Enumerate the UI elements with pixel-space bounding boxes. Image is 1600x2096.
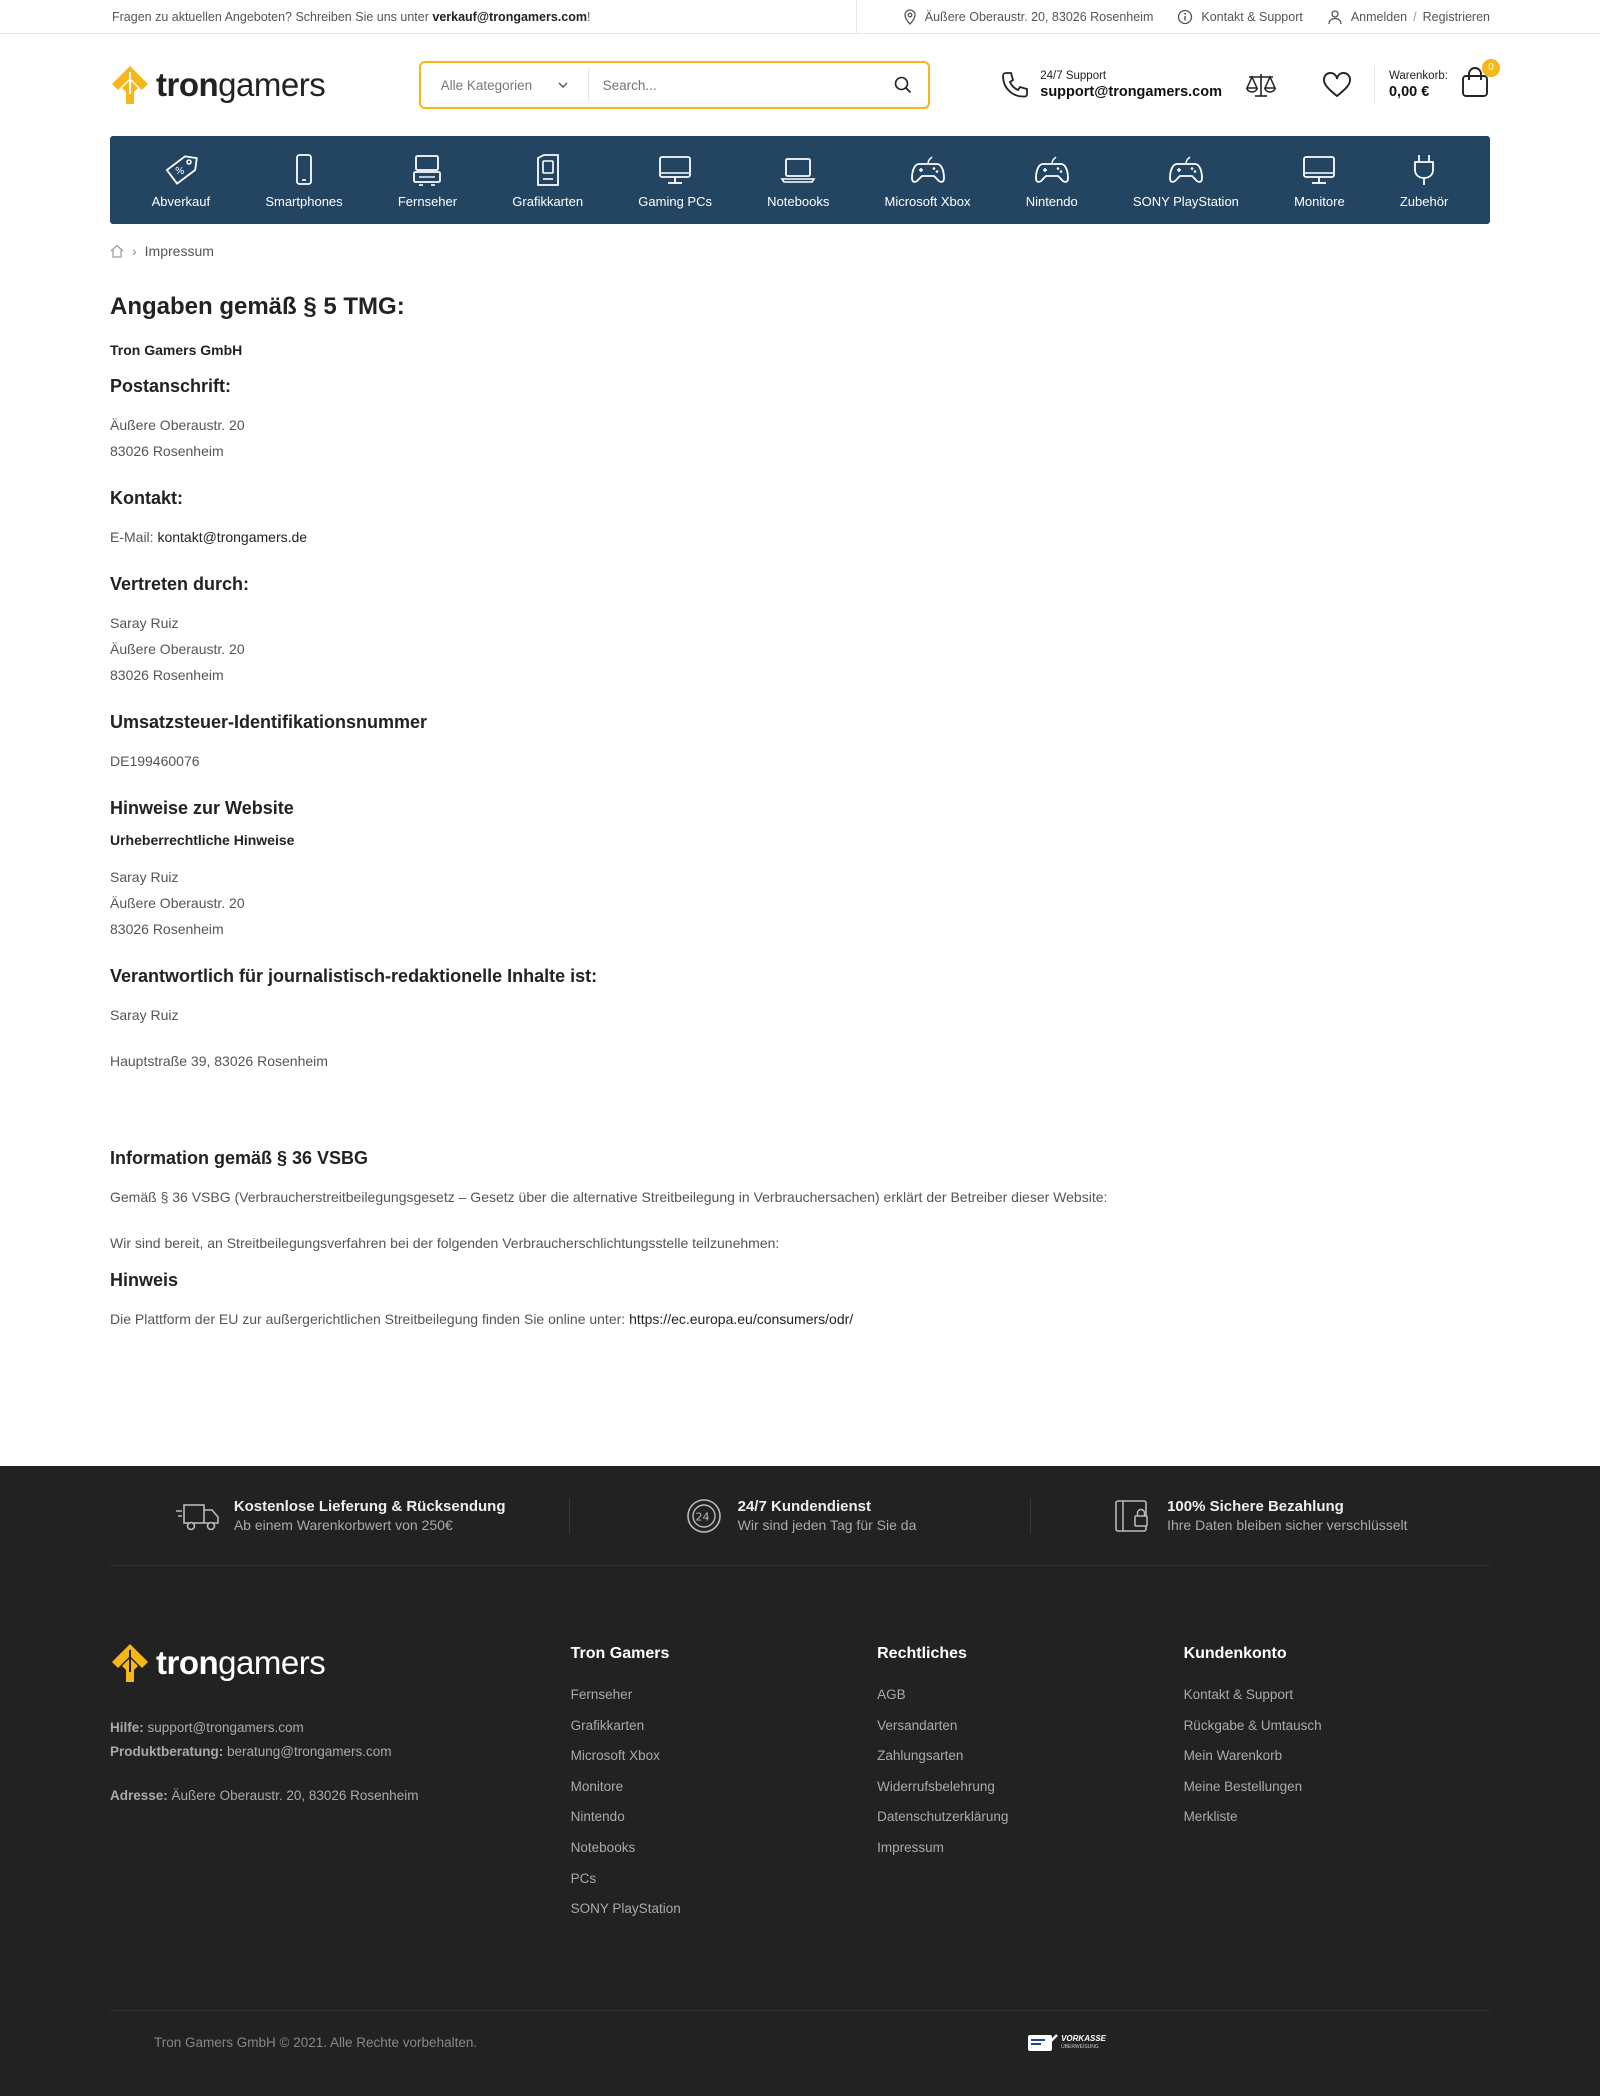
- logo-text-light: gamers: [218, 1644, 326, 1681]
- footer-link[interactable]: Nintendo: [570, 1809, 625, 1825]
- footer-link[interactable]: Kontakt & Support: [1183, 1687, 1294, 1702]
- footer-col-account: [1184, 1642, 1490, 1925]
- feature-secure-payment: [1031, 1498, 1490, 1534]
- footer-link[interactable]: PCs: [570, 1870, 597, 1886]
- footer-link[interactable]: Zahlungsarten: [877, 1748, 964, 1764]
- slash-separator: /: [1413, 10, 1417, 24]
- phone-icon: [1000, 70, 1030, 100]
- footer-link[interactable]: Meine Bestellungen: [1183, 1778, 1303, 1794]
- search-button[interactable]: [878, 76, 928, 94]
- nav-item-label: Monitore: [1294, 193, 1345, 209]
- feature-support: [570, 1496, 1029, 1536]
- nav-item-fernseher[interactable]: [398, 152, 457, 209]
- footer-link[interactable]: Merkliste: [1183, 1809, 1238, 1825]
- bank-transfer-icon: [1027, 2031, 1059, 2055]
- user-icon: [1327, 9, 1343, 25]
- header-support[interactable]: [1000, 70, 1222, 100]
- footer-columns: [110, 1566, 1490, 1925]
- category-nav: [110, 136, 1490, 224]
- cr-street: Äußere Oberaustr. 20: [110, 895, 245, 911]
- address-value: Äußere Oberaustr. 20, 83026 Rosenheim: [171, 1788, 419, 1803]
- nav-item-label: Fernseher: [397, 193, 458, 209]
- address-city: 83026 Rosenheim: [110, 443, 224, 459]
- nav-item-smartphones[interactable]: [265, 152, 342, 209]
- tv-icon: [409, 152, 445, 188]
- logo-text-light: gamers: [218, 66, 326, 103]
- nav-item-microsoft-xbox[interactable]: [885, 152, 971, 209]
- cart-label: Warenkorb:: [1388, 70, 1448, 82]
- address-street: Äußere Oberaustr. 20: [110, 417, 245, 433]
- top-bar: [0, 0, 1600, 34]
- gamepad-icon: [1168, 152, 1204, 188]
- footer-col-title: Rechtliches: [877, 1645, 967, 1662]
- site-header: [0, 34, 1600, 136]
- footer-link[interactable]: Notebooks: [570, 1839, 636, 1855]
- search-input[interactable]: [589, 78, 879, 93]
- graphics-card-icon: [530, 152, 566, 188]
- heading-copyright: Urheberrechtliche Hinweise: [110, 832, 295, 848]
- footer-contact: [110, 1642, 571, 1925]
- breadcrumb-current: Impressum: [144, 243, 214, 259]
- site-logo[interactable]: [110, 64, 409, 106]
- heading-editorial-responsible: Verantwortlich für journalistisch-redaktionelle Inhalte ist:: [110, 966, 598, 986]
- smartphone-icon: [286, 152, 322, 188]
- nav-item-label: Smartphones: [265, 193, 343, 209]
- top-account: [1327, 9, 1490, 25]
- advice-label: Produktberatung:: [110, 1744, 224, 1759]
- footer-advice: [110, 1740, 571, 1764]
- nav-item-label: SONY PlayStation: [1132, 193, 1239, 209]
- postal-address: [110, 412, 1490, 464]
- eu-platform-text: [110, 1306, 1490, 1332]
- scale-compare-icon: [1244, 71, 1278, 99]
- footer-link[interactable]: AGB: [877, 1687, 906, 1702]
- advice-email-link[interactable]: beratung@trongamers.com: [227, 1744, 392, 1759]
- wishlist-button[interactable]: [1300, 72, 1374, 98]
- page-title: Angaben gemäß § 5 TMG:: [110, 293, 405, 320]
- feature-free-shipping: [110, 1498, 569, 1534]
- footer-link[interactable]: Mein Warenkorb: [1183, 1748, 1283, 1764]
- footer-col-title: Kundenkonto: [1183, 1645, 1287, 1662]
- plug-icon: [1406, 152, 1442, 188]
- secure-payment-icon: [1113, 1498, 1153, 1534]
- footer-help: [110, 1716, 571, 1740]
- logo-mark-icon: [110, 1642, 150, 1684]
- nav-item-sony-playstation[interactable]: [1133, 152, 1239, 209]
- vat-id: DE199460076: [110, 753, 200, 769]
- nav-item-notebooks[interactable]: [767, 152, 829, 209]
- footer-link[interactable]: Monitore: [570, 1778, 624, 1794]
- gamepad-icon: [1034, 152, 1070, 188]
- monitor-icon: [1301, 152, 1337, 188]
- help-email-link[interactable]: support@trongamers.com: [147, 1720, 304, 1735]
- info-icon: [1177, 9, 1193, 25]
- cart-count-badge: 0: [1482, 59, 1500, 77]
- footer-bottom: [110, 2010, 1490, 2074]
- eu-text: Die Plattform der EU zur außergerichtlichen Streitbeilegung finden Sie online unter:: [110, 1311, 630, 1327]
- contact-email: [110, 524, 1490, 550]
- footer-link[interactable]: Widerrufsbelehrung: [877, 1778, 995, 1794]
- nav-item-nintendo[interactable]: [1026, 152, 1078, 209]
- gamepad-icon: [910, 152, 946, 188]
- logo-text-bold: tron: [156, 1644, 219, 1681]
- support-label: 24/7 Support: [1040, 70, 1107, 82]
- footer-col-legal: [877, 1642, 1183, 1925]
- address-label: Adresse:: [110, 1788, 168, 1803]
- heading-website-notes: Hinweise zur Website: [110, 798, 294, 818]
- heart-icon: [1322, 72, 1352, 98]
- nav-item-gaming-pcs[interactable]: [638, 152, 712, 209]
- copyright-contact: [110, 864, 1490, 942]
- nav-item-abverkauf[interactable]: [152, 152, 211, 209]
- heading-notice: Hinweis: [110, 1270, 179, 1290]
- nav-item-monitore[interactable]: [1294, 152, 1345, 209]
- footer-col-title: Tron Gamers: [570, 1645, 670, 1662]
- category-select[interactable]: [421, 69, 589, 101]
- top-support-text: Kontakt & Support: [1201, 10, 1303, 24]
- cr-name: Saray Ruiz: [110, 869, 179, 885]
- feature-title: 100% Sichere Bezahlung: [1167, 1497, 1344, 1515]
- login-link[interactable]: Anmelden: [1350, 10, 1408, 24]
- contact-email-link[interactable]: kontakt@trongamers.de: [157, 529, 308, 545]
- payment-method-badge: [1027, 2031, 1106, 2055]
- feature-title: Kostenlose Lieferung & Rücksendung: [233, 1497, 506, 1515]
- compare-button[interactable]: [1222, 71, 1300, 99]
- copyright-text: Tron Gamers GmbH © 2021. Alle Rechte vorbehalten.: [154, 2035, 478, 2050]
- top-info-suffix: !: [586, 10, 591, 24]
- tag-percent-icon: [163, 152, 199, 188]
- help-label: Hilfe:: [110, 1720, 144, 1735]
- heading-represented-by: Vertreten durch:: [110, 574, 250, 594]
- nav-item-label: Grafikkarten: [512, 193, 584, 209]
- rep-name: Saray Ruiz: [110, 615, 179, 631]
- feature-subtitle: Ihre Daten bleiben sicher verschlüsselt: [1167, 1516, 1408, 1533]
- svg-text:%: %: [174, 165, 185, 177]
- heading-vat-id: Umsatzsteuer-Identifikationsnummer: [110, 712, 428, 732]
- footer-link[interactable]: Grafikkarten: [570, 1717, 645, 1733]
- nav-item-label: Nintendo: [1025, 193, 1078, 209]
- editorial-name: Saray Ruiz: [110, 1007, 179, 1023]
- monitor-icon: [657, 152, 693, 188]
- cart-button[interactable]: [1375, 62, 1494, 104]
- support-24-icon: [684, 1496, 724, 1536]
- editorial-address: Hauptstraße 39, 83026 Rosenheim: [110, 1053, 328, 1069]
- chevron-right-icon: ›: [132, 243, 137, 259]
- nav-item-grafikkarten[interactable]: [512, 152, 583, 209]
- representative: [110, 610, 1490, 688]
- divider: [856, 0, 857, 34]
- footer-link[interactable]: Microsoft Xbox: [570, 1748, 660, 1764]
- support-email: support@trongamers.com: [1040, 84, 1222, 100]
- rep-street: Äußere Oberaustr. 20: [110, 641, 245, 657]
- company-name: Tron Gamers GmbH: [110, 342, 243, 358]
- nav-item-label: Gaming PCs: [638, 193, 712, 209]
- breadcrumb: [110, 224, 1490, 278]
- footer-link[interactable]: Fernseher: [570, 1687, 633, 1702]
- heading-vsbg: Information gemäß § 36 VSBG: [110, 1148, 369, 1168]
- payment-label: VORKASSE: [1061, 2033, 1106, 2043]
- category-select-value: Alle Kategorien: [440, 77, 533, 93]
- rep-city: 83026 Rosenheim: [110, 667, 224, 683]
- site-footer: [0, 1466, 1600, 2096]
- footer-address: [110, 1784, 571, 1808]
- heading-postal-address: Postanschrift:: [110, 376, 232, 396]
- top-support-link[interactable]: [1177, 9, 1302, 25]
- home-icon[interactable]: [110, 244, 124, 258]
- top-address[interactable]: [903, 9, 1154, 25]
- vsbg-text-2: Wir sind bereit, an Streitbeilegungsverfahren bei der folgenden Verbraucherschlichtungsstelle teilzunehmen:: [110, 1235, 780, 1251]
- email-label: E-Mail:: [110, 529, 158, 545]
- cart-total: 0,00 €: [1388, 84, 1430, 100]
- feature-bar: [110, 1466, 1490, 1566]
- eu-odr-link[interactable]: https://ec.europa.eu/consumers/odr/: [629, 1311, 854, 1327]
- top-info-email-link[interactable]: verkauf@trongamers.com: [432, 10, 587, 24]
- footer-link[interactable]: Datenschutzerklärung: [877, 1809, 1009, 1825]
- footer-link[interactable]: SONY PlayStation: [570, 1901, 681, 1917]
- payment-sub: ÜBERWEISUNG: [1061, 2043, 1099, 2050]
- footer-col-tron-gamers: [571, 1642, 877, 1925]
- feature-subtitle: Wir sind jeden Tag für Sie da: [737, 1516, 917, 1533]
- heading-contact: Kontakt:: [110, 488, 183, 508]
- nav-item-zubehoer[interactable]: [1400, 152, 1448, 209]
- svg-text:24: 24: [695, 1510, 710, 1523]
- search-icon: [894, 76, 912, 94]
- laptop-icon: [780, 152, 816, 188]
- top-info-text: [110, 10, 856, 24]
- footer-link[interactable]: Rückgabe & Umtausch: [1183, 1717, 1322, 1733]
- top-address-text: Äußere Oberaustr. 20, 83026 Rosenheim: [924, 10, 1154, 24]
- logo-text-bold: tron: [156, 66, 219, 103]
- impressum-content: [110, 290, 1490, 1332]
- vsbg-text-1: Gemäß § 36 VSBG (Verbraucherstreitbeilegungsgesetz – Gesetz über die alternative Streitbeilegung in Verbrauchersachen) erklärt der Betreiber dieser Website:: [110, 1189, 1108, 1205]
- top-info-prefix: Fragen zu aktuellen Angeboten? Schreiben Sie uns unter: [112, 10, 433, 24]
- feature-title: 24/7 Kundendienst: [737, 1497, 871, 1515]
- chevron-down-icon: [558, 82, 568, 89]
- nav-item-label: Abverkauf: [151, 193, 211, 209]
- footer-link[interactable]: Impressum: [877, 1839, 944, 1855]
- nav-item-label: Zubehör: [1399, 193, 1449, 209]
- map-pin-icon: [903, 9, 917, 25]
- footer-logo[interactable]: [110, 1642, 410, 1684]
- register-link[interactable]: Registrieren: [1422, 10, 1490, 24]
- logo-mark-icon: [110, 64, 150, 106]
- feature-subtitle: Ab einem Warenkorbwert von 250€: [233, 1516, 453, 1533]
- nav-item-label: Microsoft Xbox: [884, 193, 971, 209]
- cr-city: 83026 Rosenheim: [110, 921, 224, 937]
- truck-icon: [174, 1499, 220, 1533]
- nav-item-label: Notebooks: [767, 193, 830, 209]
- search-bar: [419, 61, 931, 109]
- footer-link[interactable]: Versandarten: [877, 1717, 958, 1733]
